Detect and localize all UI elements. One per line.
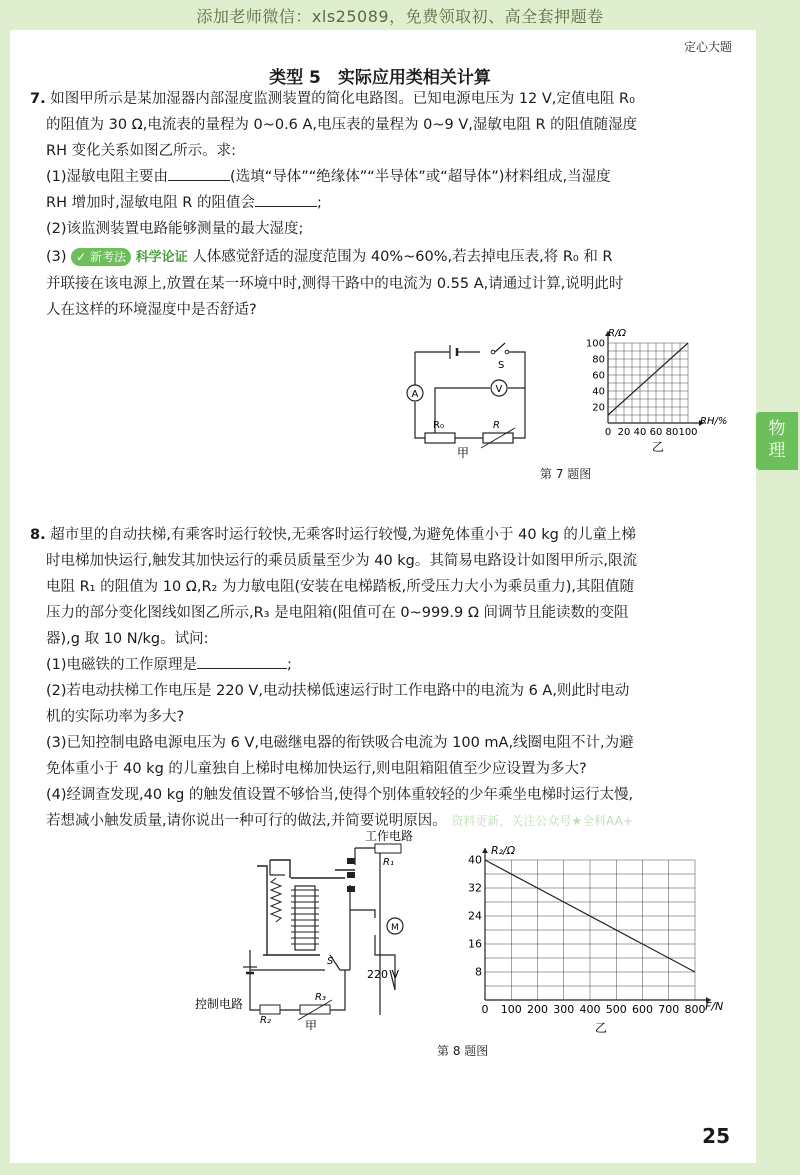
q7-part1-b: (选填“导体”“绝缘体”“半导体”或“超导体”)材料组成,当湿度 bbox=[230, 169, 611, 185]
q7-part1-cont bbox=[30, 190, 742, 216]
x-tick-label: 20 bbox=[617, 427, 631, 438]
q8-part4-a: (4)经调查发现,40 kg 的触发值设置不够恰当,使得个别体重较轻的少年乘坐电梯时运行太慢, bbox=[46, 787, 634, 803]
x-tick-label: 600 bbox=[632, 1003, 653, 1016]
q8-chart-axes bbox=[482, 848, 711, 1003]
x-tick-label: 40 bbox=[633, 427, 647, 438]
y-tick-label: 80 bbox=[592, 354, 605, 366]
corner-label: 定心大题 bbox=[683, 40, 732, 54]
motor-label: M bbox=[391, 923, 399, 933]
q7-stem-2: 的阻值为 30 Ω,电流表的量程为 0~0.6 A,电压表的量程为 0~9 V,湿敏电阻 R 的阻值随湿度 bbox=[46, 117, 638, 133]
spring bbox=[271, 878, 281, 922]
x-tick-label: 800 bbox=[684, 1003, 706, 1016]
q7-chart-xlabel: RH/% bbox=[700, 416, 728, 427]
q7-chart-grid bbox=[608, 343, 688, 423]
resistor-r1 bbox=[375, 844, 401, 868]
q7-part3-c: 并联接在该电源上,放置在某一环境中时,测得干路中的电流为 0.55 A,请通过计算,说明此时 bbox=[46, 276, 624, 292]
resistor-box-r3 bbox=[298, 992, 332, 1020]
q8-line1 bbox=[30, 522, 742, 548]
x-tick-label: 500 bbox=[605, 1003, 627, 1016]
q7-part1-c: RH 增加时,湿敏电阻 R 的阻值会 bbox=[46, 195, 255, 211]
work-circuit-label: 工作电路 bbox=[365, 830, 414, 843]
q8-part2-b: 机的实际功率为多大? bbox=[46, 709, 185, 725]
q8-fig-b-label: 乙 bbox=[595, 1021, 608, 1035]
new-method-badge-text: 新考法 bbox=[90, 250, 127, 264]
control-circuit-label: 控制电路 bbox=[195, 997, 244, 1011]
x-tick-label: 700 bbox=[658, 1003, 680, 1016]
x-tick-label: 400 bbox=[579, 1003, 601, 1016]
ammeter-label: A bbox=[411, 389, 419, 400]
y-tick-label: 32 bbox=[468, 881, 482, 895]
x-tick-label: 60 bbox=[649, 427, 663, 438]
q8-stem-4: 压力的部分变化图线如图乙所示,R₃ 是电阻箱(阻值可在 0~999.9 Ω 间调节且能读数的变阻 bbox=[46, 605, 629, 621]
ammeter bbox=[407, 385, 423, 401]
humidity-resistor-label: R bbox=[493, 420, 500, 431]
resistor-r1-label: R₁ bbox=[383, 857, 394, 868]
x-tick-label: 300 bbox=[553, 1003, 575, 1016]
science-reasoning-label: 科学论证 bbox=[135, 250, 188, 265]
q8-chart-grid bbox=[485, 860, 695, 1000]
q8-chart-ylabel: R₂/Ω bbox=[491, 844, 516, 857]
page-number: 25 bbox=[702, 1124, 730, 1148]
new-method-badge: ✓ 新考法 bbox=[71, 248, 131, 266]
q7-stem-1: 如图甲所示是某加湿器内部湿度监测装置的简化电路图。已知电源电压为 12 V,定值电阻 R₀ bbox=[50, 91, 635, 107]
switch-s bbox=[491, 350, 509, 371]
y-tick-label: 60 bbox=[592, 370, 605, 382]
q7-chart bbox=[572, 325, 742, 455]
contact-points bbox=[347, 858, 355, 892]
q7-stem-3: RH 变化关系如图乙所示。求: bbox=[46, 143, 236, 159]
q7-text bbox=[30, 86, 742, 323]
y-tick-label: 40 bbox=[592, 386, 605, 398]
q8-part1 bbox=[30, 652, 742, 678]
resistor-r0-label: R₀ bbox=[433, 420, 444, 431]
x-tick-label: 0 bbox=[604, 427, 612, 438]
q7-part3-a: (3) bbox=[46, 249, 67, 265]
q7-part1 bbox=[30, 164, 742, 190]
supply-220v-label: 220 V bbox=[367, 968, 400, 981]
q7-part1-d: ; bbox=[317, 195, 322, 211]
q8-chart-xlabel: F/N bbox=[705, 1000, 724, 1013]
battery-symbol bbox=[450, 345, 457, 359]
x-tick-label: 100 bbox=[500, 1003, 522, 1016]
q7-number: 7. bbox=[30, 91, 46, 107]
q8-part3-b: 免体重小于 40 kg 的儿童独自上梯时电梯加快运行,则电阻箱阻值至少应设置为多大? bbox=[46, 761, 587, 777]
q8-text bbox=[30, 522, 742, 834]
q8-part4-b: 若想减小触发质量,请你说出一种可行的做法,并简要说明原因。 bbox=[46, 813, 447, 829]
page-border-left bbox=[0, 0, 10, 1175]
subject-tab-line2: 理 bbox=[768, 441, 786, 461]
y-tick-label: 20 bbox=[592, 402, 605, 414]
q7-circuit-diagram bbox=[395, 340, 545, 460]
x-tick-label: 100 bbox=[678, 427, 698, 438]
page-border-right bbox=[756, 0, 800, 1175]
electromagnet-coil bbox=[291, 886, 319, 950]
motor-m bbox=[387, 918, 403, 934]
q8-chart-ticks bbox=[468, 854, 706, 1016]
humidity-resistor-r bbox=[481, 420, 515, 448]
q8-blank-1 bbox=[197, 654, 287, 669]
q8-caption: 第 8 题图 bbox=[437, 1044, 489, 1058]
q8-circuit-diagram bbox=[195, 830, 455, 1030]
ad-watermark: 资料更新，关注公众号★全科AA+ bbox=[451, 814, 633, 828]
resistor-r2-label: R₂ bbox=[260, 1015, 271, 1026]
q8-part1-b: ; bbox=[287, 657, 292, 673]
q8-part3-a: (3)已知控制电路电源电压为 6 V,电磁继电器的衔铁吸合电流为 100 mA,线圈电阻不计,为避 bbox=[46, 735, 634, 751]
x-tick-label: 200 bbox=[527, 1003, 548, 1016]
q7-caption: 第 7 题图 bbox=[540, 467, 592, 481]
q7-blank-2 bbox=[255, 192, 317, 207]
resistor-r0 bbox=[425, 420, 455, 443]
y-tick-label: 40 bbox=[468, 853, 482, 867]
subject-tab bbox=[756, 412, 798, 470]
x-tick-label: 80 bbox=[665, 427, 679, 438]
q7-blank-1 bbox=[168, 166, 230, 181]
q8-number: 8. bbox=[30, 527, 46, 543]
q8-stem-1: 超市里的自动扶梯,有乘客时运行较快,无乘客时运行较慢,为避免体重小于 40 kg 的儿童上梯 bbox=[50, 527, 636, 543]
subject-tab-line1: 物 bbox=[768, 419, 786, 439]
q7-part3-d: 人在这样的环境湿度中是否舒适? bbox=[46, 302, 257, 318]
q8-chart bbox=[455, 840, 740, 1035]
q8-stem-3: 电阻 R₁ 的阻值为 10 Ω,R₂ 为力敏电阻(安装在电梯踏板,所受压力大小为乘员重力),其阻值随 bbox=[46, 579, 634, 595]
page-border-bottom bbox=[0, 1163, 800, 1175]
y-tick-label: 100 bbox=[585, 338, 605, 350]
section-title: 类型 5 实际应用类相关计算 bbox=[269, 68, 491, 88]
q7-chart-axes bbox=[605, 331, 704, 426]
q7-part3 bbox=[30, 244, 742, 271]
switch-s-label: S bbox=[498, 360, 505, 371]
switch-s-label-8: S bbox=[327, 956, 334, 967]
watermark-top: 添加老师微信：xls25089，免费领取初、高全套押题卷 bbox=[196, 7, 604, 26]
q8-part1-a: (1)电磁铁的工作原理是 bbox=[46, 657, 198, 673]
y-tick-label: 8 bbox=[475, 965, 482, 979]
voltmeter bbox=[491, 380, 507, 396]
q7-part2: (2)该监测装置电路能够测量的最大湿度; bbox=[46, 221, 304, 237]
q7-part1-a: (1)湿敏电阻主要由 bbox=[46, 169, 169, 185]
q7-fig-a-label: 甲 bbox=[457, 446, 470, 460]
y-tick-label: 16 bbox=[468, 937, 482, 951]
q7-fig-b-label: 乙 bbox=[652, 440, 665, 454]
q7-part3-b: 人体感觉舒适的湿度范围为 40%~60%,若去掉电压表,将 R₀ 和 R bbox=[192, 249, 613, 265]
y-axis-arrow bbox=[482, 848, 488, 853]
resistor-r2 bbox=[260, 1005, 280, 1026]
q8-stem-2: 时电梯加快运行,触发其加快运行的乘员质量至少为 40 kg。其简易电路设计如图甲所示,限流 bbox=[46, 553, 637, 569]
q8-part2-a: (2)若电动扶梯工作电压是 220 V,电动扶梯低速运行时工作电路中的电流为 6 A,则此时电动 bbox=[46, 683, 630, 699]
resistor-r3-label: R₃ bbox=[315, 992, 326, 1003]
x-tick-label: 0 bbox=[481, 1003, 489, 1016]
q7-line1 bbox=[30, 86, 742, 112]
y-tick-label: 24 bbox=[468, 909, 482, 923]
q7-chart-ylabel: R/Ω bbox=[608, 328, 626, 339]
q8-stem-5: 器),g 取 10 N/kg。试问: bbox=[46, 631, 209, 647]
voltmeter-label: V bbox=[495, 384, 503, 395]
q8-fig-a-label: 甲 bbox=[305, 1019, 318, 1030]
